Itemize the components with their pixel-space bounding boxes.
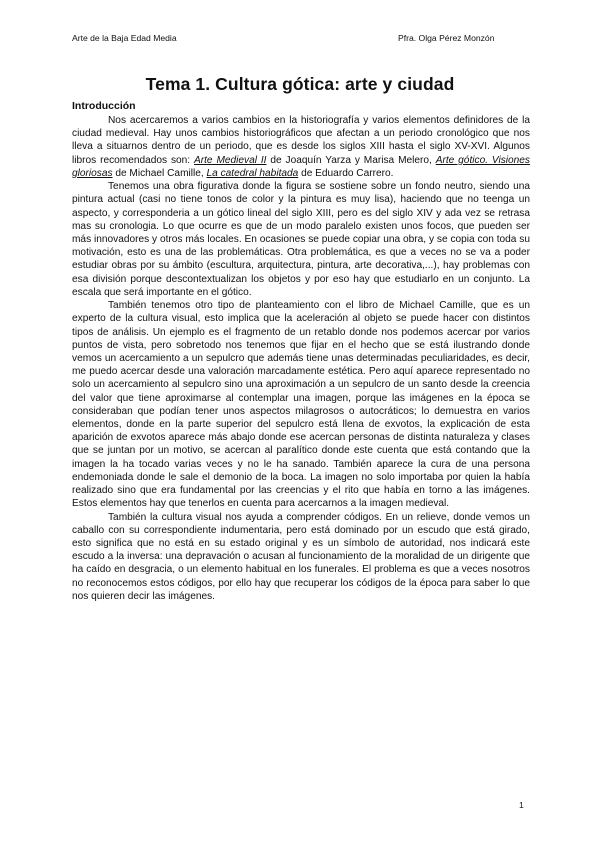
header-professor: Pfra. Olga Pérez Monzón [398, 33, 495, 43]
paragraph-intro [72, 114, 530, 180]
paragraph-intro-text-a: Nos acercaremos a varios cambios en la historiografía y varios elementos definidores de la ciudad medieval. Hay unos cambios historiográficos que afectan a un periodo cronológico que nos lleva a situarnos dentro de un periodo, que es desde los siglos XIII hasta el siglo XV-XVI. Algunos libros recomendados son: [72, 115, 530, 166]
book-title-arte-medieval: Arte Medieval II [193, 154, 267, 166]
page-title: Tema 1. Cultura gótica: arte y ciudad [145, 74, 455, 94]
paragraph-intro-text-b: de Joaquín Yarza y Marisa Melero, [266, 154, 436, 166]
book-title-arte-gotico: Arte gótico. Visiones gloriosas [72, 154, 530, 179]
header-course-title: Arte de la Baja Edad Media [72, 33, 177, 43]
book-title-catedral-habitada: La catedral habitada [206, 167, 299, 179]
paragraph-intro-text-c: de Michael Camille, [112, 167, 207, 179]
body-text [72, 114, 530, 603]
paragraph-cultura-visual: También la cultura visual nos ayuda a comprender códigos. En un relieve, donde vemos un caballo con su correspondiente indumentaria, pero está dominado por un escudo que está girado, esto significa que no está en su estado original y es un símbolo de autoridad, nos indicará este escudo a la inversa: una depravación o acusan al funcionamiento de la moralidad de un dirigente que ha caído en desgracia, o un elemento habitual en los funerales. El problema es que a veces nosotros no reconocemos estos códigos, por ello hay que recuperar los códigos de la época para saber lo que nos quieren decir las imágenes. [72, 511, 530, 602]
section-heading: Introducción [72, 100, 136, 112]
page-number: 1 [519, 800, 524, 810]
paragraph-intro-text-d: de Eduardo Carrero. [298, 167, 394, 179]
paragraph-michael-camille: También tenemos otro tipo de planteamiento con el libro de Michael Camille, que es un experto de la cultura visual, esto implica que la aceleración al objeto se puede hacer con distintos tipos de análisis. Un ejemplo es el fragmento de un retablo donde nos podemos acercar por varios puntos de vista, pero sobretodo nos tenemos que fijar en el hecho que se está ilustrando donde vemos un acercamiento a un sepulcro que además tiene unas determinadas peculiaridades, es decir, me puedo acercar desde una valoración marcadamente estética. Pero aquí aparece representado no solo un acercamiento al sepulcro sino una aproximación a un sepulcro de un santo desde la creencia del valor que tiene aproximarse al contemplar una imagen, porque las imágenes en la época se consideraban que podían tener unos aspectos milagrosos o autocráticos; lo demuestra en varios elementos, donde en la parte superior del sepulcro está llena de exvotos, la explicación de esta aparición de exvotos aparece más abajo donde ese acercan personas de distinta naturaleza y clases que se juntan por un motivo, se acercan al paralítico donde este cuenta que está contando que la imagen la ha tocado varias veces y no le ha sanado. También aparece la cura de una persona endemoniada donde le sale el demonio de la boca. La imagen no solo importaba por quien la había realizado sino que era fundamental por las creencias y el rito que había en torno a las imágenes. Estos elementos hay que tenerlos en cuenta para acercarnos a la imagen medieval. [72, 300, 530, 510]
paragraph-obra-figurativa: Tenemos una obra figurativa donde la figura se sostiene sobre un fondo neutro, siendo una pintura actual (casi no tiene tonos de color y la pintura es muy lisa), haciendo que no teenga un aspecto, y corresponderia a un gótico lineal del siglo XIII, pero es del siglo XIV y ada vez se retrasa mas su cronologia. Lo que ocurre es que de un modo paralelo existen unos focos, que pueden ser más innovadores y otros más locales. En ocasiones se puede copiar una obra, y se copia con toda su motivación, esto es una de las problemáticas. Otra problemática, es que a veces no se va a poder estudiar obras por su ámbito (escultura, arquitectura, pintura, arte decorativa,...), hay problemas con esa división porque descontextualizan los objetos y por eso hay que estudiarlo en un conjunto. La escala que será importante en el gótico. [72, 181, 530, 298]
